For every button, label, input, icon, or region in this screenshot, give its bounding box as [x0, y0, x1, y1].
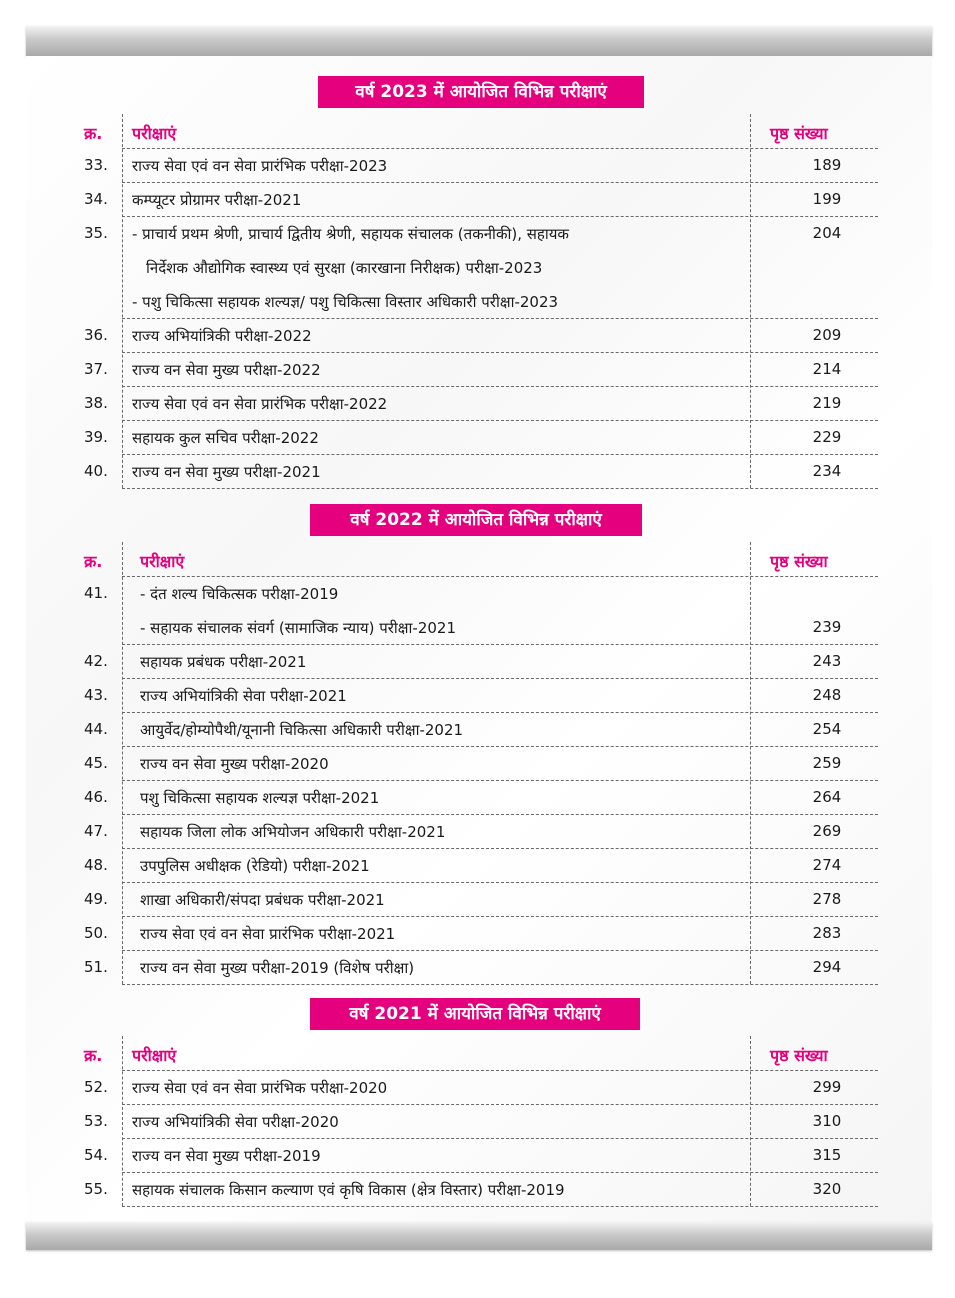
exam-number: 51.	[84, 958, 108, 976]
exam-number: 52.	[84, 1078, 108, 1096]
page-number: 214	[812, 360, 842, 378]
exam-name: कम्प्यूटर प्रोग्रामर परीक्षा-2021	[132, 191, 302, 209]
exam-number: 39.	[84, 428, 108, 446]
page-number: 209	[812, 326, 842, 344]
exam-name: राज्य अभियांत्रिकी सेवा परीक्षा-2021	[140, 687, 347, 705]
page-number: 320	[812, 1180, 842, 1198]
table-row	[26, 746, 932, 780]
table-row	[26, 712, 932, 746]
exam-number: 41.	[84, 584, 108, 602]
table-row	[26, 780, 932, 814]
exam-name: सहायक संचालक किसान कल्याण एवं कृषि विकास (क्षेत्र विस्तार) परीक्षा-2019	[132, 1181, 565, 1199]
table-row	[26, 950, 932, 984]
table-row	[26, 916, 932, 950]
exam-name: राज्य वन सेवा मुख्य परीक्षा-2020	[140, 755, 329, 773]
page-number: 283	[812, 924, 842, 942]
column-header-number: क्र.	[84, 124, 103, 143]
table-row	[26, 352, 932, 386]
exam-name: राज्य सेवा एवं वन सेवा प्रारंभिक परीक्षा-2022	[132, 395, 388, 413]
exam-number: 55.	[84, 1180, 108, 1198]
scroll-rod-bottom	[26, 1222, 932, 1250]
row-divider	[122, 1206, 878, 1207]
exam-number: 38.	[84, 394, 108, 412]
page-number: 315	[812, 1146, 842, 1164]
exam-name: आयुर्वेद/होम्योपैथी/यूनानी चिकित्सा अधिकारी परीक्षा-2021	[140, 721, 464, 739]
column-divider	[122, 114, 123, 488]
exam-name: - पशु चिकित्सा सहायक शल्यज्ञ/ पशु चिकित्सा विस्तार अधिकारी परीक्षा-2023	[132, 293, 559, 311]
exam-number: 35.	[84, 224, 108, 242]
exam-name: - दंत शल्य चिकित्सक परीक्षा-2019	[140, 585, 339, 603]
exam-number: 34.	[84, 190, 108, 208]
column-header-number: क्र.	[84, 1046, 103, 1065]
page-number: 294	[812, 958, 842, 976]
table-row	[26, 882, 932, 916]
row-divider	[122, 488, 878, 489]
exam-name: सहायक जिला लोक अभियोजन अधिकारी परीक्षा-2021	[140, 823, 446, 841]
exam-number: 46.	[84, 788, 108, 806]
document-page	[26, 56, 932, 1222]
column-header-number: क्र.	[84, 552, 103, 571]
table-row	[26, 1172, 932, 1206]
column-divider	[122, 1036, 123, 1206]
column-divider	[750, 114, 751, 488]
exam-number: 37.	[84, 360, 108, 378]
table-row	[26, 1070, 932, 1104]
exam-number: 45.	[84, 754, 108, 772]
exam-name: राज्य अभियांत्रिकी परीक्षा-2022	[132, 327, 312, 345]
column-divider	[122, 542, 123, 984]
table-row	[26, 454, 932, 488]
exam-name: राज्य वन सेवा मुख्य परीक्षा-2021	[132, 463, 321, 481]
table-row	[26, 420, 932, 454]
column-divider	[750, 1036, 751, 1206]
table-row	[26, 386, 932, 420]
table-row	[26, 576, 932, 644]
exam-name: निर्देशक औद्योगिक स्वास्थ्य एवं सुरक्षा (कारखाना निरीक्षक) परीक्षा-2023	[146, 259, 543, 277]
page-number: 259	[812, 754, 842, 772]
table-row	[26, 678, 932, 712]
exam-name: राज्य अभियांत्रिकी सेवा परीक्षा-2020	[132, 1113, 339, 1131]
exam-name: राज्य सेवा एवं वन सेवा प्रारंभिक परीक्षा-2023	[132, 157, 388, 175]
exam-name: शाखा अधिकारी/संपदा प्रबंधक परीक्षा-2021	[140, 891, 385, 909]
page-number: 310	[812, 1112, 842, 1130]
exam-number: 48.	[84, 856, 108, 874]
table-header	[26, 114, 932, 148]
table-row	[26, 1104, 932, 1138]
page-number: 278	[812, 890, 842, 908]
table-row	[26, 1138, 932, 1172]
section-banner: वर्ष 2022 में आयोजित विभिन्न परीक्षाएं	[310, 504, 642, 536]
exam-number: 54.	[84, 1146, 108, 1164]
page-number: 229	[812, 428, 842, 446]
exam-name: राज्य सेवा एवं वन सेवा प्रारंभिक परीक्षा-2020	[132, 1079, 388, 1097]
column-header-page: पृष्ठ संख्या	[770, 1046, 828, 1065]
table-header	[26, 1036, 932, 1070]
table-row	[26, 148, 932, 182]
section-banner: वर्ष 2021 में आयोजित विभिन्न परीक्षाएं	[310, 998, 640, 1030]
table-row	[26, 216, 932, 318]
exam-name: राज्य वन सेवा मुख्य परीक्षा-2019	[132, 1147, 321, 1165]
exam-name: राज्य वन सेवा मुख्य परीक्षा-2022	[132, 361, 321, 379]
exam-name: - प्राचार्य प्रथम श्रेणी, प्राचार्य द्वितीय श्रेणी, सहायक संचालक (तकनीकी), सहायक	[132, 225, 569, 243]
table-row	[26, 848, 932, 882]
exam-name: सहायक कुल सचिव परीक्षा-2022	[132, 429, 319, 447]
row-divider	[122, 984, 878, 985]
table-row	[26, 814, 932, 848]
column-header-exam: परीक्षाएं	[132, 124, 177, 143]
exam-number: 50.	[84, 924, 108, 942]
page-number: 299	[812, 1078, 842, 1096]
exam-name: राज्य वन सेवा मुख्य परीक्षा-2019 (विशेष परीक्षा)	[140, 959, 415, 977]
page-number: 234	[812, 462, 842, 480]
column-divider	[750, 542, 751, 984]
exam-name: - सहायक संचालक संवर्ग (सामाजिक न्याय) परीक्षा-2021	[140, 619, 456, 637]
page-number: 248	[812, 686, 842, 704]
page-number: 239	[812, 618, 842, 636]
table-row	[26, 318, 932, 352]
exam-number: 40.	[84, 462, 108, 480]
exam-number: 42.	[84, 652, 108, 670]
column-header-exam: परीक्षाएं	[132, 1046, 177, 1065]
page-number: 269	[812, 822, 842, 840]
exam-name: सहायक प्रबंधक परीक्षा-2021	[140, 653, 307, 671]
exam-number: 49.	[84, 890, 108, 908]
exam-number: 44.	[84, 720, 108, 738]
exam-number: 36.	[84, 326, 108, 344]
page-number: 189	[812, 156, 842, 174]
page-number: 204	[812, 224, 842, 242]
page-number: 199	[812, 190, 842, 208]
page-number: 264	[812, 788, 842, 806]
page-number: 219	[812, 394, 842, 412]
exam-name: उपपुलिस अधीक्षक (रेडियो) परीक्षा-2021	[140, 857, 370, 875]
page-number: 243	[812, 652, 842, 670]
exam-number: 53.	[84, 1112, 108, 1130]
column-header-page: पृष्ठ संख्या	[770, 552, 828, 571]
page-number: 274	[812, 856, 842, 874]
exam-number: 33.	[84, 156, 108, 174]
table-row	[26, 182, 932, 216]
exam-name: राज्य सेवा एवं वन सेवा प्रारंभिक परीक्षा-2021	[140, 925, 396, 943]
scroll-rod-top	[26, 26, 932, 56]
section-banner: वर्ष 2023 में आयोजित विभिन्न परीक्षाएं	[318, 76, 644, 108]
exam-number: 47.	[84, 822, 108, 840]
exam-name: पशु चिकित्सा सहायक शल्यज्ञ परीक्षा-2021	[140, 789, 380, 807]
table-header	[26, 542, 932, 576]
exam-number: 43.	[84, 686, 108, 704]
column-header-page: पृष्ठ संख्या	[770, 124, 828, 143]
table-row	[26, 644, 932, 678]
column-header-exam: परीक्षाएं	[140, 552, 185, 571]
page-number: 254	[812, 720, 842, 738]
